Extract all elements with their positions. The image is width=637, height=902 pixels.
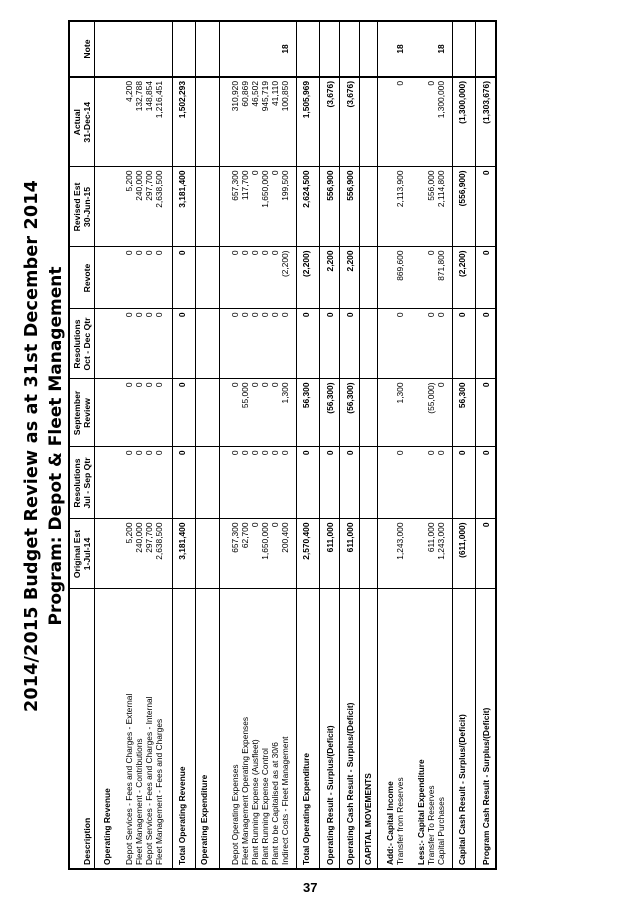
empty-cell — [360, 447, 378, 519]
revenue-row — [144, 21, 154, 869]
spacer-cell — [220, 519, 231, 589]
cell-revote: 0 — [154, 247, 164, 309]
cell-revised: (556,900) — [453, 167, 476, 247]
empty-cell — [360, 309, 378, 379]
expenditure-row — [260, 21, 270, 869]
row-label: Plant to be Capitalised as at 30/6 — [270, 742, 280, 865]
spacer-cell — [220, 589, 231, 869]
spacer-cell — [164, 589, 173, 869]
cell-actual: 60,869 — [240, 77, 250, 167]
empty-cell — [196, 21, 220, 77]
budget-table — [68, 20, 497, 870]
spacer-cell — [116, 247, 124, 309]
cell-original: 200,400 — [280, 519, 290, 589]
cell-sept: (55,000) — [426, 379, 436, 447]
cell-revised: 240,000 — [134, 167, 144, 247]
empty-cell — [413, 77, 426, 167]
cell-actual: 945,719 — [260, 77, 270, 167]
cell-res-oct: 0 — [230, 309, 240, 379]
empty-cell — [382, 519, 395, 589]
spacer-cell — [164, 379, 173, 447]
cell-original: (611,000) — [453, 519, 476, 589]
empty-cell — [196, 309, 220, 379]
section-heading-row — [360, 21, 378, 869]
empty-cell — [360, 21, 378, 77]
spacer-cell — [164, 447, 173, 519]
cell-actual: 41,110 — [270, 77, 280, 167]
page-number: 37 — [303, 880, 318, 895]
cell-res-oct: 0 — [453, 309, 476, 379]
cell-res-oct: 0 — [240, 309, 250, 379]
cell-revote: 0 — [426, 247, 436, 309]
cell-res-oct: 0 — [154, 309, 164, 379]
cell-revised: 2,624,500 — [297, 167, 320, 247]
spacer-cell — [405, 247, 413, 309]
row-label: Depot Services - Fees and Charges - External — [124, 693, 134, 865]
cell-actual: 310,920 — [230, 77, 240, 167]
empty-cell — [196, 77, 220, 167]
cell-revote: 0 — [144, 247, 154, 309]
cell-revote: 0 — [124, 247, 134, 309]
cell-revote: (2,200) — [453, 247, 476, 309]
cell-res-oct: 0 — [280, 309, 290, 379]
cell-original: 5,200 — [124, 519, 134, 589]
cell-original: 0 — [480, 519, 496, 589]
cell-revised: 117,700 — [240, 167, 250, 247]
cell-revised: 2,638,500 — [154, 167, 164, 247]
empty-cell — [196, 167, 220, 247]
empty-cell — [413, 519, 426, 589]
cell-revote: 0 — [230, 247, 240, 309]
revenue-row — [154, 21, 164, 869]
cell-revote: 2,200 — [344, 247, 360, 309]
cell-res-jul: 0 — [250, 447, 260, 519]
cell-actual: (3,676) — [344, 77, 360, 167]
note-cell — [297, 21, 320, 77]
cell-res-jul: 0 — [230, 447, 240, 519]
empty-cell — [99, 21, 116, 77]
cell-actual: 4,200 — [124, 77, 134, 167]
spacer-cell — [405, 379, 413, 447]
empty-cell — [360, 77, 378, 167]
cell-original: 2,638,500 — [154, 519, 164, 589]
cell-res-jul: 0 — [324, 447, 340, 519]
note-cell: 18 — [280, 21, 290, 77]
cell-sept: 55,000 — [240, 379, 250, 447]
spacer-cell — [405, 167, 413, 247]
transfer-to-reserves-row — [426, 21, 436, 869]
cell-res-jul: 0 — [280, 447, 290, 519]
note-cell — [344, 21, 360, 77]
report-title: 2014/2015 Budget Review as at 31st December 2014 — [22, 179, 42, 713]
cell-sept: 0 — [436, 379, 446, 447]
cell-actual: 46,502 — [250, 77, 260, 167]
empty-cell — [99, 379, 116, 447]
cell-revised: 199,500 — [280, 167, 290, 247]
spacer-cell — [116, 589, 124, 869]
spacer-cell — [405, 21, 413, 77]
spacer-cell — [405, 77, 413, 167]
revenue-row — [124, 21, 134, 869]
program-cash-row — [480, 21, 496, 869]
spacer-cell — [116, 167, 124, 247]
cell-res-jul: 0 — [134, 447, 144, 519]
row-label: Transfer To Reserves — [426, 785, 436, 865]
header-row — [69, 21, 95, 869]
spacer-cell — [220, 447, 231, 519]
col-revised: Revised Est 30-Jun-15 — [69, 167, 95, 247]
cell-actual: 132,788 — [134, 77, 144, 167]
empty-cell — [196, 247, 220, 309]
cell-actual: 100,850 — [280, 77, 290, 167]
empty-cell — [99, 309, 116, 379]
note-cell: 18 — [436, 21, 446, 77]
section-heading-row — [382, 21, 395, 869]
cell-res-oct: 0 — [270, 309, 280, 379]
section-heading-row — [413, 21, 426, 869]
spacer-cell — [220, 309, 231, 379]
revenue-row — [134, 21, 144, 869]
cell-original: 657,300 — [230, 519, 240, 589]
cell-original: 1,650,000 — [260, 519, 270, 589]
note-cell: 18 — [395, 21, 405, 77]
empty-cell — [99, 247, 116, 309]
spacer-row — [405, 21, 413, 869]
cell-res-jul: 0 — [240, 447, 250, 519]
cell-revote: 0 — [240, 247, 250, 309]
col-september: September Review — [69, 379, 95, 447]
expenditure-row — [270, 21, 280, 869]
cell-res-jul: 0 — [395, 447, 405, 519]
cell-actual: (1,300,000) — [453, 77, 476, 167]
cell-revised: 5,200 — [124, 167, 134, 247]
operating-cash-row — [344, 21, 360, 869]
cell-revote: 0 — [250, 247, 260, 309]
row-label: Fleet Management Operating Expenses — [240, 716, 250, 865]
cell-revised: 556,900 — [344, 167, 360, 247]
note-cell — [230, 21, 240, 77]
spacer-row — [164, 21, 173, 869]
spacer-cell — [164, 77, 173, 167]
cell-sept: 0 — [124, 379, 134, 447]
empty-cell — [413, 247, 426, 309]
note-cell — [173, 21, 196, 77]
cell-res-oct: 0 — [324, 309, 340, 379]
cell-sept: 0 — [154, 379, 164, 447]
cell-sept: 0 — [144, 379, 154, 447]
col-original: Original Est 1-Jul-14 — [69, 519, 95, 589]
spacer-cell — [220, 77, 231, 167]
empty-cell — [382, 77, 395, 167]
capital-purchases-row — [436, 21, 446, 869]
section-heading: CAPITAL MOVEMENTS — [363, 773, 373, 865]
spacer-cell — [405, 519, 413, 589]
empty-cell — [99, 167, 116, 247]
row-label: Operating Cash Result - Surplus/(Deficit) — [345, 702, 355, 865]
section-heading: Operating Revenue — [102, 788, 112, 865]
cell-original: 2,570,400 — [297, 519, 320, 589]
cell-revised: 556,000 — [426, 167, 436, 247]
cell-sept: 0 — [230, 379, 240, 447]
cell-res-jul: 0 — [297, 447, 320, 519]
cell-actual: 0 — [395, 77, 405, 167]
section-heading-row — [99, 21, 116, 869]
cell-actual: 1,300,000 — [436, 77, 446, 167]
cell-actual: (1,303,676) — [480, 77, 496, 167]
empty-cell — [360, 379, 378, 447]
cell-res-oct: 0 — [344, 309, 360, 379]
cell-original: 297,700 — [144, 519, 154, 589]
spacer-cell — [116, 519, 124, 589]
row-label: Fleet Management - Contributions — [134, 738, 144, 865]
cell-sept: 0 — [250, 379, 260, 447]
cell-revised: 0 — [480, 167, 496, 247]
note-cell — [144, 21, 154, 77]
spacer-cell — [164, 519, 173, 589]
spacer-cell — [116, 21, 124, 77]
cell-revised: 297,700 — [144, 167, 154, 247]
note-cell — [260, 21, 270, 77]
spacer-cell — [164, 167, 173, 247]
cell-original: 240,000 — [134, 519, 144, 589]
empty-cell — [196, 447, 220, 519]
cell-actual: 1,505,969 — [297, 77, 320, 167]
cell-original: 611,000 — [324, 519, 340, 589]
empty-cell — [382, 21, 395, 77]
row-label: Transfer from Reserves — [395, 777, 405, 865]
expenditure-row — [250, 21, 260, 869]
cell-original: 611,000 — [344, 519, 360, 589]
cell-sept: 0 — [480, 379, 496, 447]
col-note: Note — [69, 21, 95, 77]
row-label: Depot Operating Expenses — [230, 764, 240, 865]
cell-sept: 1,300 — [280, 379, 290, 447]
note-cell — [480, 21, 496, 77]
cell-revote: 871,800 — [436, 247, 446, 309]
section-heading-row — [196, 21, 220, 869]
cell-res-oct: 0 — [436, 309, 446, 379]
row-label: Operating Result - Surplus/(Deficit) — [325, 725, 335, 865]
empty-cell — [382, 447, 395, 519]
cell-sept: 1,300 — [395, 379, 405, 447]
cell-res-jul: 0 — [260, 447, 270, 519]
note-cell — [134, 21, 144, 77]
empty-cell — [99, 77, 116, 167]
cell-res-oct: 0 — [144, 309, 154, 379]
cell-res-jul: 0 — [436, 447, 446, 519]
spacer-row — [220, 21, 231, 869]
col-actual: Actual 31-Dec-14 — [69, 77, 95, 167]
section-heading: Operating Expenditure — [199, 774, 209, 865]
col-revote: Revote — [69, 247, 95, 309]
col-res-jul: Resolutions Jul - Sep Qtr — [69, 447, 95, 519]
cell-res-jul: 0 — [154, 447, 164, 519]
cell-res-oct: 0 — [260, 309, 270, 379]
cell-original: 611,000 — [426, 519, 436, 589]
note-cell — [453, 21, 476, 77]
empty-cell — [196, 519, 220, 589]
cell-res-jul: 0 — [144, 447, 154, 519]
spacer-cell — [116, 77, 124, 167]
note-cell — [154, 21, 164, 77]
cell-actual: 1,502,293 — [173, 77, 196, 167]
cell-sept: 0 — [270, 379, 280, 447]
expenditure-row — [230, 21, 240, 869]
total-expenditure-row — [297, 21, 320, 869]
transfer-from-reserves-row — [395, 21, 405, 869]
expenditure-row — [280, 21, 290, 869]
empty-cell — [360, 167, 378, 247]
empty-cell — [99, 447, 116, 519]
cell-revote: 2,200 — [324, 247, 340, 309]
operating-result-row — [324, 21, 340, 869]
row-label: Plant Running Expense Control — [260, 748, 270, 865]
cell-sept: 56,300 — [297, 379, 320, 447]
cell-original: 1,243,000 — [436, 519, 446, 589]
cell-res-oct: 0 — [134, 309, 144, 379]
empty-cell — [382, 167, 395, 247]
note-cell — [124, 21, 134, 77]
cell-res-jul: 0 — [426, 447, 436, 519]
empty-cell — [382, 379, 395, 447]
program-subtitle: Program: Depot & Fleet Management — [46, 266, 66, 626]
total-revenue-row — [173, 21, 196, 869]
empty-cell — [382, 247, 395, 309]
spacer-cell — [220, 247, 231, 309]
cell-res-jul: 0 — [453, 447, 476, 519]
empty-cell — [413, 167, 426, 247]
cell-revote: 0 — [270, 247, 280, 309]
spacer-cell — [116, 447, 124, 519]
cell-actual: 1,216,451 — [154, 77, 164, 167]
table-body — [95, 21, 497, 869]
cell-original: 0 — [250, 519, 260, 589]
cell-revised: 3,181,400 — [173, 167, 196, 247]
spacer-cell — [116, 379, 124, 447]
col-res-oct: Resolutions Oct - Dec Qtr — [69, 309, 95, 379]
empty-cell — [382, 309, 395, 379]
cell-res-oct: 0 — [250, 309, 260, 379]
cell-revote: 0 — [260, 247, 270, 309]
cell-res-oct: 0 — [480, 309, 496, 379]
cell-revote: 0 — [173, 247, 196, 309]
row-label: Total Operating Expenditure — [301, 753, 311, 865]
cell-revised: 2,114,800 — [436, 167, 446, 247]
row-label: Fleet Management - Fees and Charges — [154, 718, 164, 865]
cell-revote: 869,600 — [395, 247, 405, 309]
cell-actual: 148,854 — [144, 77, 154, 167]
empty-cell — [413, 309, 426, 379]
note-cell — [270, 21, 280, 77]
expenditure-row — [240, 21, 250, 869]
note-cell — [240, 21, 250, 77]
cell-res-jul: 0 — [124, 447, 134, 519]
cell-res-oct: 0 — [426, 309, 436, 379]
row-label: Capital Purchases — [436, 797, 446, 865]
cell-original: 3,181,400 — [173, 519, 196, 589]
cell-res-jul: 0 — [270, 447, 280, 519]
row-label: Total Operating Revenue — [177, 766, 187, 865]
cell-sept: 0 — [260, 379, 270, 447]
cell-sept: 0 — [173, 379, 196, 447]
note-cell — [426, 21, 436, 77]
row-label: Depot Services - Fees and Charges - Internal — [144, 696, 154, 865]
row-label: Capital Cash Result - Surplus/(Deficit) — [457, 714, 467, 865]
empty-cell — [196, 379, 220, 447]
row-label: Program Cash Result - Surplus/(Deficit) — [481, 707, 491, 865]
cell-original: 1,243,000 — [395, 519, 405, 589]
cell-res-oct: 0 — [395, 309, 405, 379]
rotated-report — [20, 22, 597, 870]
cell-res-oct: 0 — [297, 309, 320, 379]
capital-cash-row — [453, 21, 476, 869]
cell-res-oct: 0 — [173, 309, 196, 379]
cell-revote: 0 — [134, 247, 144, 309]
empty-cell — [360, 247, 378, 309]
col-description: Description — [81, 817, 92, 865]
spacer-cell — [116, 309, 124, 379]
section-heading: Add:- Capital Income — [385, 781, 395, 865]
spacer-cell — [405, 589, 413, 869]
spacer-cell — [220, 379, 231, 447]
cell-revised: 1,650,000 — [260, 167, 270, 247]
empty-cell — [413, 447, 426, 519]
cell-res-jul: 0 — [173, 447, 196, 519]
spacer-cell — [405, 309, 413, 379]
cell-revised: 0 — [250, 167, 260, 247]
cell-res-jul: 0 — [480, 447, 496, 519]
spacer-cell — [164, 247, 173, 309]
empty-cell — [413, 21, 426, 77]
spacer-cell — [164, 309, 173, 379]
cell-original: 62,700 — [240, 519, 250, 589]
spacer-cell — [220, 167, 231, 247]
cell-revised: 556,900 — [324, 167, 340, 247]
cell-revised: 2,113,900 — [395, 167, 405, 247]
cell-revote: (2,200) — [280, 247, 290, 309]
empty-cell — [413, 379, 426, 447]
cell-revote: 0 — [480, 247, 496, 309]
spacer-row — [116, 21, 124, 869]
cell-original: 0 — [270, 519, 280, 589]
cell-actual: 0 — [426, 77, 436, 167]
note-cell — [250, 21, 260, 77]
cell-revised: 0 — [270, 167, 280, 247]
cell-actual: (3,676) — [324, 77, 340, 167]
cell-res-oct: 0 — [124, 309, 134, 379]
empty-cell — [99, 519, 116, 589]
spacer-cell — [220, 21, 231, 77]
cell-revised: 657,300 — [230, 167, 240, 247]
row-label: Plant Running Expense (Ausfleet) — [250, 739, 260, 865]
section-heading: Less:- Capital Expenditure — [416, 759, 426, 865]
cell-revote: (2,200) — [297, 247, 320, 309]
row-label: Indirect Costs - Fleet Management — [280, 736, 290, 865]
cell-sept: 0 — [134, 379, 144, 447]
empty-cell — [360, 519, 378, 589]
cell-sept: (56,300) — [344, 379, 360, 447]
cell-res-jul: 0 — [344, 447, 360, 519]
spacer-cell — [164, 21, 173, 77]
note-cell — [324, 21, 340, 77]
cell-sept: 56,300 — [453, 379, 476, 447]
cell-sept: (56,300) — [324, 379, 340, 447]
spacer-cell — [405, 447, 413, 519]
